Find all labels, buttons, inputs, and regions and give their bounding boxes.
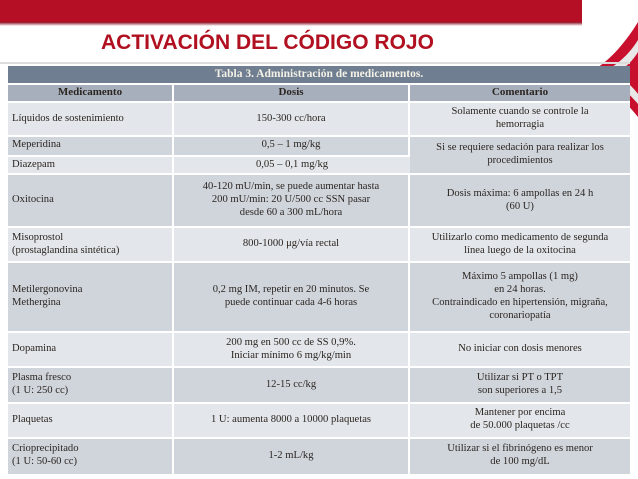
cell-medicamento: Plasma fresco (1 U: 250 cc) [12,372,72,396]
column-header-comentario: Comentario [410,85,630,103]
cell-medicamento: Oxitocina [12,194,54,206]
cell-dosis: 12-15 cc/kg [265,378,317,390]
cell-medicamento: Plaquetas [12,413,53,425]
table-row [8,103,630,137]
table-row [8,439,630,476]
table-row [8,175,630,228]
cell-comentario: Utilizarlo como medicamento de segunda línea luego de la oxitocina [431,231,609,256]
cell-medicamento: Metilergonovina Methergina [12,284,83,309]
title-divider [0,62,630,64]
cell-dosis: 200 mg en 500 cc de SS 0,9%. Iniciar mínimo 6 mg/kg/min [226,336,356,361]
cell-dosis: 800-1000 μg/vía rectal [242,238,340,250]
cell-medicamento: Líquidos de sostenimiento [12,112,124,124]
table-row [8,228,630,263]
cell-medicamento: Dopamina [12,343,57,355]
table-row [8,263,630,333]
cell-dosis: 0,2 mg IM, repetir en 20 minutos. Se puede continuar cada 4-6 horas [212,284,370,309]
cell-dosis: 0,05 – 0,1 mg/kg [255,158,329,170]
cell-comentario: Solamente cuando se controle la hemorragia [451,106,589,130]
cell-dosis: 150-300 cc/hora [256,112,326,124]
cell-comentario: Máximo 5 ampollas (1 mg) en 24 horas. Contraindicado en hipertensión, migraña, coronariopatía [432,271,608,322]
cell-medicamento: Misoprostol (prostaglandina sintética) [12,231,120,256]
cell-medicamento: Diazepam [12,158,55,170]
table-caption: Tabla 3. Administración de medicamentos. [8,66,630,85]
cell-comentario: No iniciar con dosis menores [458,343,582,355]
top-brand-bar [0,0,582,22]
cell-medicamento: Crioprecipitado (1 U: 50-60 cc) [12,443,79,468]
table-row [8,137,630,157]
top-bar-shadow [0,22,582,26]
cell-dosis: 1-2 mL/kg [268,449,314,461]
cell-comentario: Dosis máxima: 6 ampollas en 24 h (60 U) [446,187,594,212]
medication-table-frame [8,66,630,476]
cell-comentario: Utilizar si PT o TPT son superiores a 1,5 [476,372,564,396]
cell-dosis: 40-120 mU/min, se puede aumentar hasta 200 mU/min: 20 U/500 cc SSN pasar desde 60 a 300 mL/hora [202,181,380,219]
cell-comentario: Mantener por encima de 50.000 plaquetas /cc [470,407,570,432]
cell-dosis: 0,5 – 1 mg/kg [261,139,321,151]
medication-table [8,66,630,476]
cell-comentario: Utilizar si el fibrinógeno es menor de 100 mg/dL [447,443,593,468]
cell-comentario: Si se requiere sedación para realizar los procedimientos [436,142,604,167]
table-row [8,404,630,439]
cell-medicamento: Meperidina [12,139,61,151]
table-row [8,333,630,368]
cell-dosis: 1 U: aumenta 8000 a 10000 plaquetas [210,413,372,425]
page-title: ACTIVACIÓN DEL CÓDIGO ROJO [101,31,434,54]
table-row [8,368,630,403]
column-header-dosis: Dosis [174,85,410,103]
column-header-medicamento: Medicamento [8,85,174,103]
